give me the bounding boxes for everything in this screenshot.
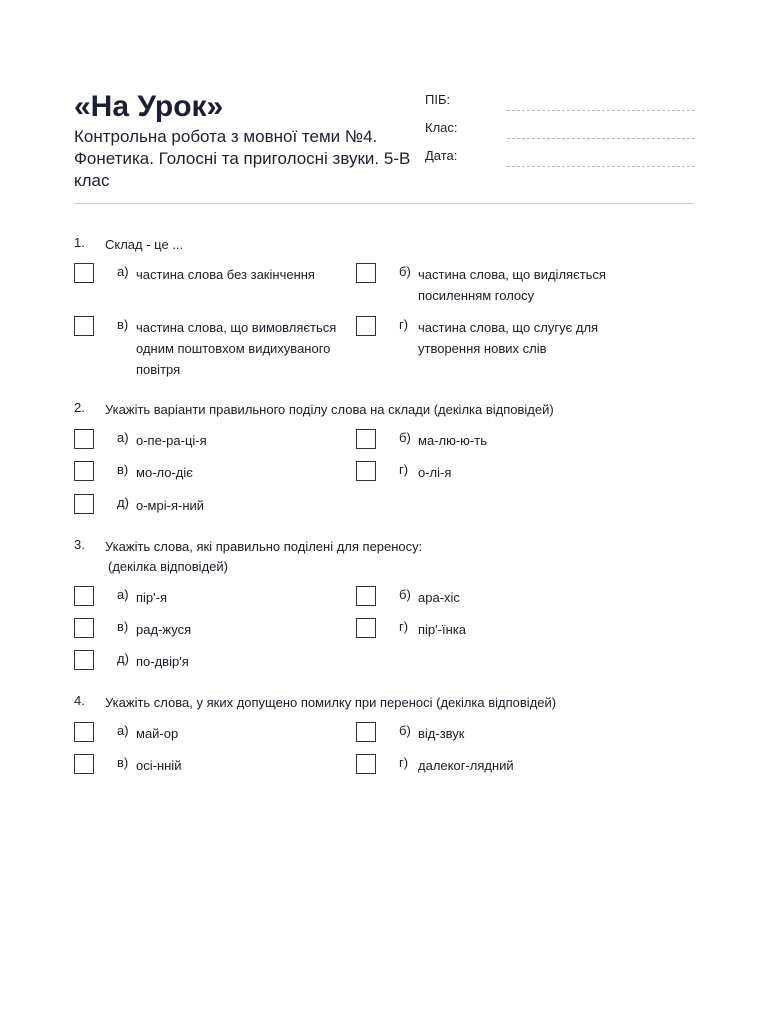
option-letter: а) — [117, 264, 129, 279]
option-text: від-звук — [418, 726, 465, 741]
answer-checkbox[interactable] — [356, 263, 376, 283]
name-field-line[interactable] — [507, 110, 695, 111]
option-text: частина слова, що виділяється посиленням голосу — [418, 267, 606, 303]
option-letter: г) — [399, 755, 409, 770]
answer-checkbox[interactable] — [356, 754, 376, 774]
option-text: май-ор — [136, 726, 179, 741]
option-letter: д) — [117, 651, 129, 666]
option-letter: г) — [399, 619, 409, 634]
option-letter: г) — [399, 462, 409, 477]
option-letter: б) — [399, 723, 411, 738]
class-field-line[interactable] — [507, 138, 695, 139]
answer-checkbox[interactable] — [356, 722, 376, 742]
option-letter: б) — [399, 587, 411, 602]
answer-checkbox[interactable] — [74, 586, 94, 606]
option-text: частина слова, що вимовляється одним поштовхом видихуваного повітря — [136, 320, 337, 377]
name-field[interactable] — [425, 90, 695, 110]
answer-checkbox[interactable] — [74, 263, 94, 283]
question-text: Укажіть варіанти правильного поділу слова на склади (декілка відповідей) — [105, 402, 554, 417]
option-text: о-мрі-я-ний — [136, 498, 205, 513]
answer-checkbox[interactable] — [74, 429, 94, 449]
question-text: Укажіть слова, у яких допущено помилку при переносі (декілка відповідей) — [105, 695, 557, 710]
option-text: ма-лю-ю-ть — [418, 433, 487, 448]
option-letter: в) — [117, 462, 129, 477]
option-letter: а) — [117, 723, 129, 738]
option-letter: г) — [399, 317, 409, 332]
date-field[interactable] — [425, 146, 695, 166]
class-field[interactable] — [425, 118, 695, 138]
option-letter: б) — [399, 264, 411, 279]
worksheet-subtitle: Контрольна робота з мовної теми №4. Фонетика. Голосні та приголосні звуки. 5-В клас — [74, 127, 411, 190]
option-text: ара-хіс — [418, 590, 460, 605]
question-number: 2. — [74, 400, 85, 415]
option-letter: д) — [117, 495, 129, 510]
option-text: частина слова без закінчення — [136, 267, 315, 282]
answer-checkbox[interactable] — [74, 494, 94, 514]
answer-checkbox[interactable] — [356, 618, 376, 638]
answer-checkbox[interactable] — [356, 586, 376, 606]
answer-checkbox[interactable] — [74, 461, 94, 481]
option-text: рад-жуся — [136, 622, 192, 637]
option-text: далеког-лядний — [418, 758, 514, 773]
option-letter: в) — [117, 619, 129, 634]
question-text: Склад - це ... — [105, 237, 184, 252]
option-letter: а) — [117, 430, 129, 445]
date-field-label: Дата: — [425, 148, 458, 163]
option-text: о-пе-ра-ці-я — [136, 433, 207, 448]
answer-checkbox[interactable] — [356, 316, 376, 336]
option-text: осі-нній — [136, 758, 182, 773]
option-letter: б) — [399, 430, 411, 445]
answer-checkbox[interactable] — [356, 429, 376, 449]
answer-checkbox[interactable] — [74, 754, 94, 774]
answer-checkbox[interactable] — [74, 316, 94, 336]
answer-checkbox[interactable] — [74, 618, 94, 638]
answer-checkbox[interactable] — [356, 461, 376, 481]
option-text: о-лі-я — [418, 465, 452, 480]
answer-checkbox[interactable] — [74, 650, 94, 670]
question-text: Укажіть слова, які правильно поділені для переносу: — [105, 539, 423, 554]
date-field-line[interactable] — [507, 166, 695, 167]
option-letter: в) — [117, 317, 129, 332]
question-number: 4. — [74, 693, 85, 708]
class-field-label: Клас: — [425, 120, 458, 135]
option-text: частина слова, що слугує для утворення нових слів — [418, 320, 599, 356]
question-text-note: (декілка відповідей) — [108, 559, 228, 574]
option-text: по-двір'я — [136, 654, 189, 669]
option-letter: а) — [117, 587, 129, 602]
brand-title: «На Урок» — [74, 90, 224, 123]
option-text: пір'-їнка — [418, 622, 466, 637]
question-number: 3. — [74, 537, 85, 552]
name-field-label: ПІБ: — [425, 92, 451, 107]
question-number: 1. — [74, 235, 85, 250]
option-text: пір'-я — [136, 590, 168, 605]
option-letter: в) — [117, 755, 129, 770]
option-text: мо-ло-діє — [136, 465, 193, 480]
answer-checkbox[interactable] — [74, 722, 94, 742]
header-divider — [74, 203, 694, 204]
